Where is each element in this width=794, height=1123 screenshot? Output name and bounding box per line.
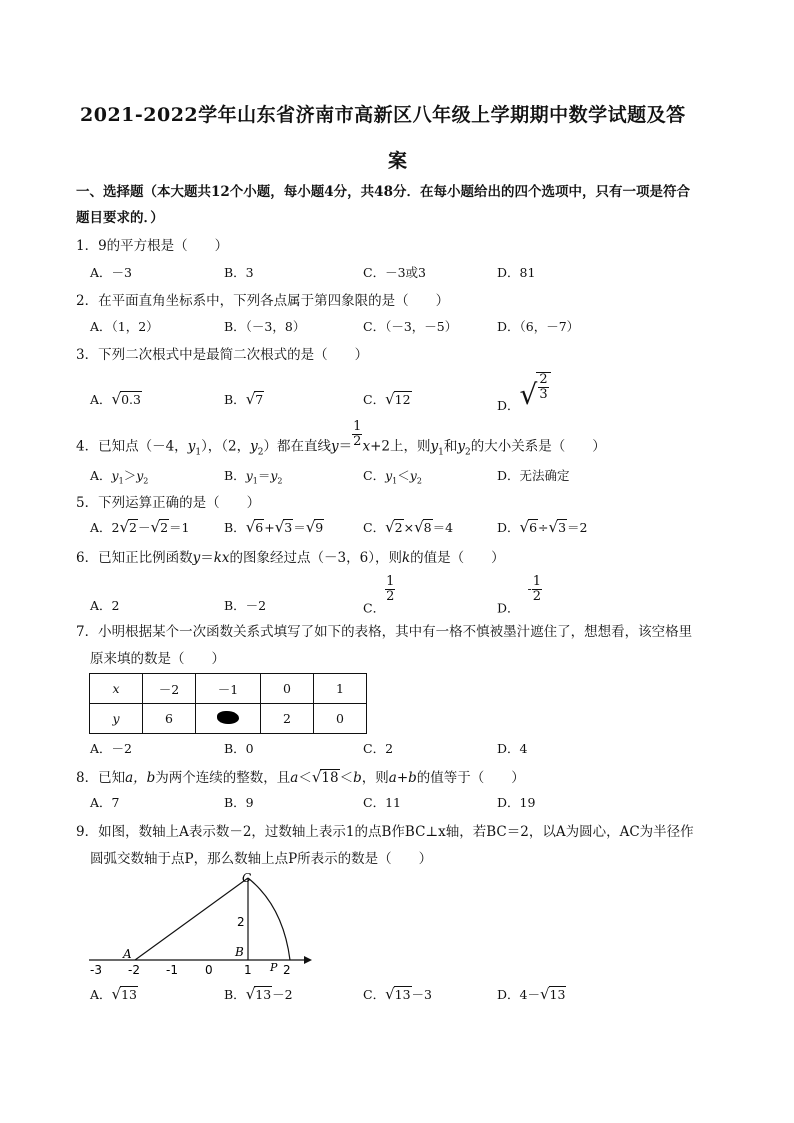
table-row <box>90 704 367 734</box>
section-heading-line1: 一、选择题（本大题共12个小题，每小题4分，共48分．在每小题给出的四个选项中，只有一项是符合 <box>76 184 690 200</box>
q9-option-a <box>90 985 138 1003</box>
page-title-line2: 案 <box>388 150 408 172</box>
q2-option-b: B．（－3，8） <box>224 319 306 334</box>
table-cell: 2 <box>261 704 314 734</box>
q4-option-d: D．无法确定 <box>497 468 570 483</box>
q2-option-d: D．（6，－7） <box>497 319 580 334</box>
q4-text: 的大小关系是（ ） <box>470 438 606 455</box>
q4-text: ＝ <box>338 438 353 455</box>
q6-option-c <box>363 575 395 617</box>
var-y: y <box>457 438 465 455</box>
operator: ＝ <box>293 520 306 535</box>
frac-denominator: 2 <box>353 433 362 449</box>
sqrt-symbol: √ <box>311 768 322 786</box>
q2-option-c: C．（－3，－5） <box>363 319 458 334</box>
radicand: 9 <box>315 520 324 535</box>
var-y: y <box>331 438 339 455</box>
radicand: 6 <box>529 520 538 535</box>
frac-numerator: 1 <box>353 419 362 434</box>
q1-option-d: D．81 <box>497 265 536 280</box>
var-y: y <box>245 468 253 483</box>
var-y: y <box>111 468 119 483</box>
tick-label: -1 <box>166 963 178 977</box>
q3-option-a-radicand: 0.3 <box>121 392 141 407</box>
q6-text: 6．已知正比例函数 <box>76 550 193 566</box>
q2-stem: 2．在平面直角坐标系中，下列各点属于第四象限的是（ ） <box>76 293 450 309</box>
q9-b-tail: －2 <box>272 987 293 1002</box>
result: ＝2 <box>567 520 588 535</box>
less-than: ＜ <box>298 770 312 786</box>
q9-c-tail: －3 <box>411 987 432 1002</box>
radicand: 6 <box>255 520 264 535</box>
var-a-plus-b: a+b <box>388 770 417 786</box>
var-y: y <box>385 468 393 483</box>
ink-blot <box>217 711 239 724</box>
q8-text: 为两个连续的整数，且 <box>155 770 291 786</box>
radicand: 2 <box>160 520 169 535</box>
table-cell: y <box>90 704 143 734</box>
q5-option-b <box>224 518 324 536</box>
subscript: 2 <box>277 476 283 486</box>
operator: ÷ <box>538 520 549 535</box>
frac-numerator: 2 <box>539 372 548 387</box>
option-label: D．4－ <box>497 987 540 1002</box>
q5-option-c <box>363 518 453 536</box>
option-label: D． <box>497 600 520 616</box>
radicand: 2 <box>129 520 137 535</box>
tick-label: -2 <box>128 963 140 977</box>
subscript: 2 <box>465 447 471 458</box>
sqrt-symbol: √ <box>111 985 122 1003</box>
sqrt-symbol: √ <box>385 518 395 536</box>
arc-cp <box>248 878 290 960</box>
point-label-a: A <box>123 947 132 961</box>
subscript: 2 <box>143 476 149 486</box>
result: ＝4 <box>432 520 454 535</box>
option-label: B． <box>224 468 246 483</box>
sqrt-symbol: √ <box>119 518 130 536</box>
var-y: y <box>250 438 258 455</box>
q1-option-c: C．－3或3 <box>363 265 426 280</box>
q3-option-b-label: B． <box>224 392 246 407</box>
q8-option-c: C．11 <box>363 795 401 810</box>
q3-option-a-label: A． <box>90 392 112 407</box>
page-title-line1: 2021-2022学年山东省济南市高新区八年级上学期期中数学试题及答 <box>80 104 686 126</box>
q6-text: ＝ <box>200 550 214 566</box>
option-label: B． <box>224 520 246 535</box>
q4-text: ），（2， <box>201 438 251 455</box>
q6-text: 的图象经过点（－3，6），则 <box>229 550 402 566</box>
q8-option-a: A．7 <box>90 795 120 810</box>
option-label: C． <box>363 600 386 616</box>
sqrt-symbol: √ <box>519 378 538 412</box>
option-label: B． <box>224 987 246 1002</box>
option-label: A． <box>90 468 112 483</box>
frac-denominator: 2 <box>532 588 542 604</box>
sqrt-symbol: √ <box>305 518 316 536</box>
table-cell: 0 <box>261 674 314 704</box>
table-cell: －2 <box>143 674 196 704</box>
radicand: 13 <box>394 987 411 1002</box>
table-cell: x <box>90 674 143 704</box>
radicand: 3 <box>284 520 293 535</box>
sqrt-symbol: √ <box>274 518 285 536</box>
minus-sign: - <box>527 580 532 596</box>
tick-label: -3 <box>90 963 102 977</box>
sqrt-symbol: √ <box>548 518 559 536</box>
subscript: 1 <box>118 476 124 486</box>
option-label: C． <box>363 520 386 535</box>
sqrt-symbol: √ <box>385 985 395 1003</box>
q3-option-b <box>224 390 264 408</box>
q5-stem: 5．下列运算正确的是（ ） <box>76 495 261 511</box>
option-label: C． <box>363 468 386 483</box>
operator: × <box>403 520 415 535</box>
q7-option-b: B．0 <box>224 741 254 756</box>
q6-text: 的值是（ ） <box>410 550 505 566</box>
tick-label: 2 <box>283 963 291 977</box>
q4-option-c <box>363 466 422 486</box>
q3-option-a <box>90 390 142 408</box>
var-y: y <box>270 468 278 483</box>
q6-option-a: A．2 <box>90 598 120 613</box>
number-line-figure <box>84 868 314 980</box>
var-k: k <box>401 550 411 566</box>
q7-stem-line2: 原来填的数是（ ） <box>90 651 225 667</box>
result: ＝1 <box>169 520 190 535</box>
q8-text: 的值等于（ ） <box>416 770 525 786</box>
q1-option-b: B．3 <box>224 265 254 280</box>
point-label-c: C <box>242 871 252 885</box>
operator: + <box>264 520 275 535</box>
table-row <box>90 674 367 704</box>
ink-blot-cell <box>196 704 261 734</box>
sqrt-symbol: √ <box>245 390 256 408</box>
q4-fraction <box>352 420 362 448</box>
q3-option-b-radicand: 7 <box>255 392 264 407</box>
q7-option-d: D．4 <box>497 741 528 756</box>
subscript: 1 <box>438 447 444 458</box>
tick-label: 0 <box>205 963 213 977</box>
q3-option-d-label: D． <box>497 398 520 414</box>
frac-numerator: 1 <box>386 574 395 589</box>
q8-option-b: B．9 <box>224 795 254 810</box>
radicand: 13 <box>255 987 272 1002</box>
option-label: A． <box>90 987 112 1002</box>
q1-stem: 1．9的平方根是（ ） <box>76 238 229 254</box>
subscript: 1 <box>195 447 202 458</box>
q7-stem-line1: 7．小明根据某个一次函数关系式填写了如下的表格，其中有一格不慎被墨汁遮住了，想想看，该空格里 <box>76 624 693 640</box>
var-y: y <box>192 550 201 566</box>
var-a: a <box>290 770 299 786</box>
q3-stem: 3．下列二次根式中是最简二次根式的是（ ） <box>76 347 369 363</box>
point-label-b: B <box>235 945 244 959</box>
sqrt-symbol: √ <box>519 518 530 536</box>
q6-option-d <box>497 575 542 617</box>
q4-text: 4．已知点（－4， <box>76 438 188 455</box>
option-label: C． <box>363 987 386 1002</box>
option-label: D． <box>497 520 520 535</box>
subscript: 1 <box>252 476 258 486</box>
q4-text: 和 <box>443 438 458 455</box>
var-y: y <box>136 468 144 483</box>
var-y: y <box>430 438 439 455</box>
q7-option-a: A．－2 <box>90 741 132 756</box>
table-cell: 6 <box>143 704 196 734</box>
q6-option-b: B．－2 <box>224 598 267 613</box>
radicand: 8 <box>423 520 432 535</box>
q8-text: 8．已知 <box>76 770 126 786</box>
q5-option-a <box>90 518 189 536</box>
relation: ＞ <box>123 468 137 483</box>
length-label-bc: 2 <box>237 915 245 929</box>
subscript: 1 <box>392 476 398 486</box>
sqrt-symbol: √ <box>111 390 122 408</box>
q9-stem-line2: 圆弧交数轴于点P，那么数轴上点P所表示的数是（ ） <box>90 851 433 867</box>
q8-text: ，则 <box>361 770 389 786</box>
sqrt-symbol: √ <box>245 985 256 1003</box>
var-y: y <box>187 438 196 455</box>
segment-ac <box>135 878 248 960</box>
sqrt-symbol: √ <box>245 518 256 536</box>
radicand: 2 <box>394 520 403 535</box>
var-x: x <box>362 438 371 455</box>
radicand: 13 <box>121 987 137 1002</box>
q6-c-fraction <box>385 575 395 603</box>
frac-numerator: 1 <box>532 574 542 589</box>
q8-option-d: D．19 <box>497 795 536 810</box>
less-than: ＜ <box>339 770 354 786</box>
option-label: A．2 <box>90 520 120 535</box>
tick-label: 1 <box>244 963 252 977</box>
q4-stem <box>76 420 606 457</box>
frac-denominator: 3 <box>539 386 548 402</box>
q9-option-d <box>497 985 566 1003</box>
value-table <box>89 673 367 734</box>
radicand: 13 <box>549 987 566 1002</box>
frac-denominator: 2 <box>386 588 395 604</box>
var-y: y <box>409 468 417 483</box>
q2-option-a: A．（1，2） <box>90 319 159 334</box>
var-b: b <box>353 770 362 786</box>
q4-text: +2上，则 <box>370 438 431 455</box>
point-label-p: P <box>270 961 278 974</box>
sqrt-symbol: √ <box>539 985 550 1003</box>
q3-option-d <box>497 372 551 414</box>
q7-option-c: C．2 <box>363 741 394 756</box>
var-kx: kx <box>213 550 230 566</box>
table-cell: －1 <box>196 674 261 704</box>
radicand: 18 <box>321 770 339 786</box>
q4-text: ）都在直线 <box>263 438 332 455</box>
q3-option-c <box>363 390 412 408</box>
sqrt-symbol: √ <box>385 390 395 408</box>
q4-option-a <box>90 466 148 486</box>
radicand: 3 <box>558 520 567 535</box>
q9-option-c <box>363 985 432 1003</box>
q6-d-fraction <box>532 575 542 603</box>
q3-option-c-radicand: 12 <box>394 392 411 407</box>
q3-option-d-fraction <box>536 372 550 401</box>
q3-option-c-label: C． <box>363 392 386 407</box>
section-heading-line2: 题目要求的．） <box>76 210 164 226</box>
q9-option-b <box>224 985 293 1003</box>
sqrt-symbol: √ <box>150 518 161 536</box>
axis-arrow-icon <box>304 956 312 964</box>
subscript: 2 <box>257 447 264 458</box>
relation: ＝ <box>257 468 271 483</box>
q4-option-b <box>224 466 283 486</box>
relation: ＜ <box>397 468 410 483</box>
operator: － <box>138 520 151 535</box>
q6-stem <box>76 546 505 566</box>
q8-stem <box>76 766 525 786</box>
table-cell: 1 <box>314 674 367 704</box>
q5-option-d <box>497 518 588 536</box>
q1-option-a: A．－3 <box>90 265 132 280</box>
q9-stem-line1: 9．如图，数轴上A表示数－2，过数轴上表示1的点B作BC⊥x轴，若BC＝2，以A为圆心，AC为半径作 <box>76 824 694 840</box>
table-cell: 0 <box>314 704 367 734</box>
subscript: 2 <box>416 476 422 486</box>
sqrt-symbol: √ <box>414 518 424 536</box>
var-ab: a，b <box>125 770 156 786</box>
